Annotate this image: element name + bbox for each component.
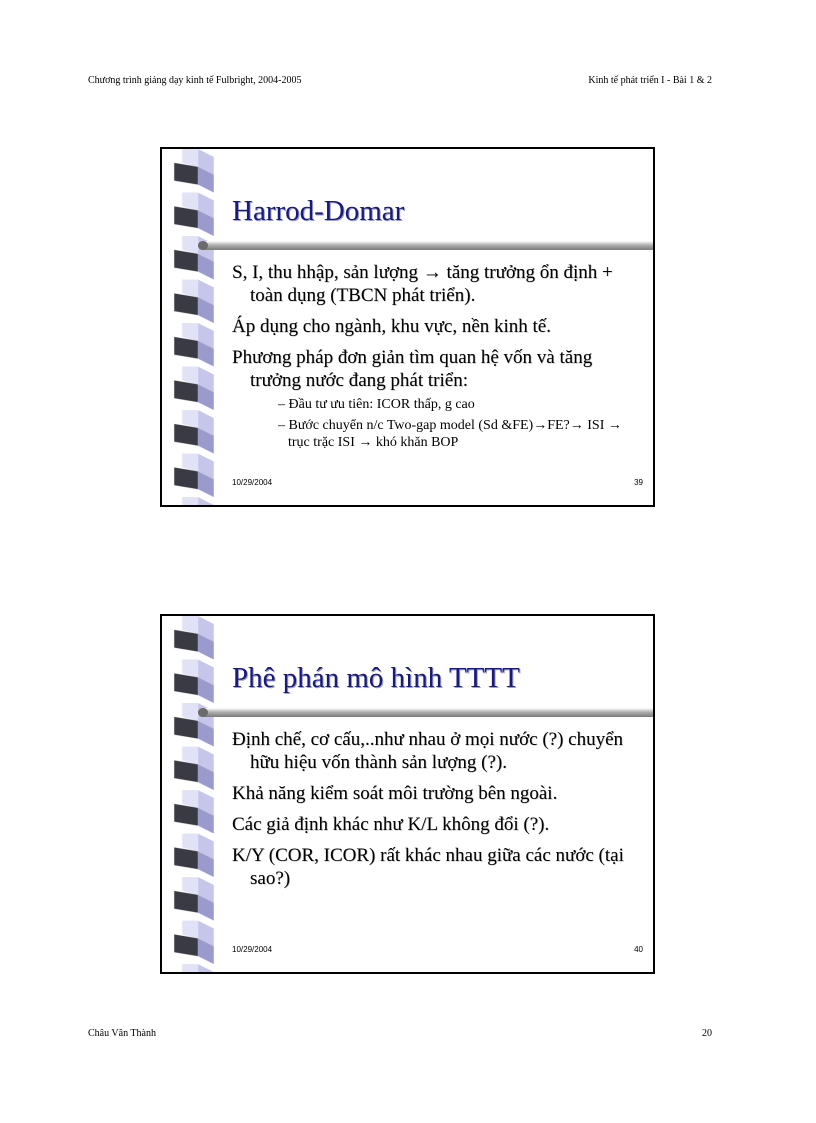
slide-title: Phê phán mô hình TTTT [232,662,520,694]
page-footer-author: Châu Văn Thành [88,1028,156,1039]
bullet-item: Khả năng kiểm soát môi trường bên ngoài. [232,783,558,804]
title-divider [198,241,653,250]
bullet-item: S, I, thu hhập, sản lượng → tăng trưởng ổn định + toàn dụng (TBCN phát triển). [232,262,613,306]
bullet-item: Phương pháp đơn giản tìm quan hệ vốn và tăng trưởng nước đang phát triển: [232,347,593,391]
slide-date: 10/29/2004 [232,478,273,487]
page-footer-number: 20 [702,1028,712,1039]
slide-number: 39 [634,478,643,487]
slide-number: 40 [634,945,643,954]
slide-40 [160,614,655,974]
slide-date: 10/29/2004 [232,945,273,954]
bullet-item: K/Y (COR, ICOR) rất khác nhau giữa các nước (tại sao?) [232,845,624,889]
page-header-course: Kinh tế phát triển I - Bài 1 & 2 [588,75,712,86]
sub-bullet-item: – Đầu tư ưu tiên: ICOR thấp, g cao [278,397,475,412]
ribbon-decoration [168,149,220,505]
slide-body [232,261,633,455]
sub-bullet-item: – Bước chuyển n/c Two-gap model (Sd &FE)→FE?→ ISI → trục trặc ISI → khó khăn BOP [278,418,622,450]
slide-title: Harrod-Domar [232,195,405,227]
ribbon-decoration [168,616,220,972]
title-divider [198,708,653,717]
slide-body [232,728,633,898]
bullet-item: Các giả định khác như K/L không đổi (?). [232,814,550,835]
page-header-program: Chương trình giảng dạy kinh tế Fulbright, 2004-2005 [88,75,302,86]
slide-39 [160,147,655,507]
bullet-item: Định chế, cơ cấu,..như nhau ở mọi nước (?) chuyển hữu hiệu vốn thành sản lượng (?). [232,729,624,773]
bullet-item: Áp dụng cho ngành, khu vực, nền kinh tế. [232,316,551,337]
